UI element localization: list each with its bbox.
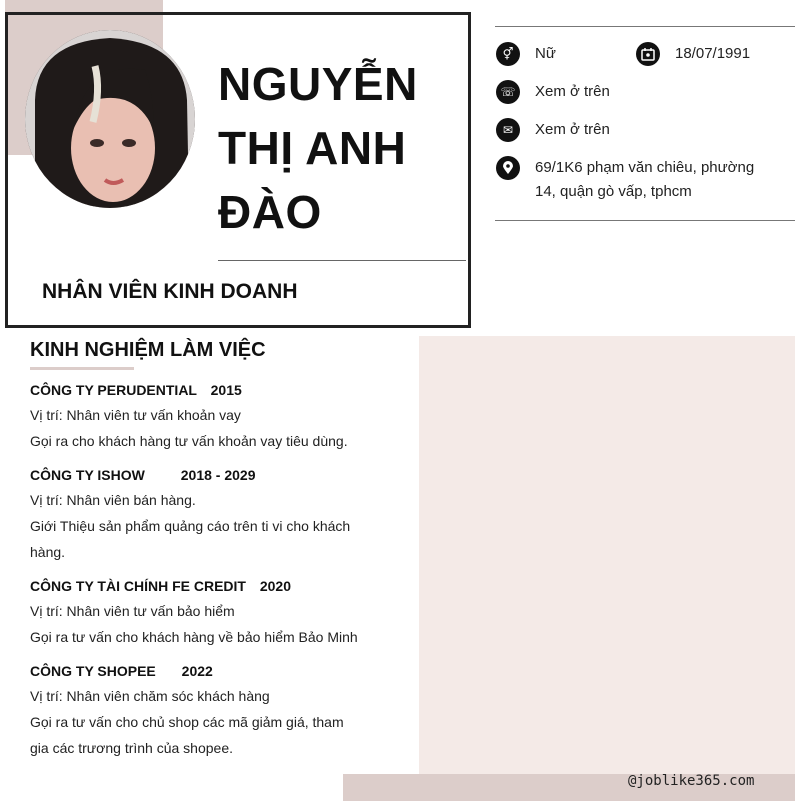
name-line: THỊ ANH (218, 122, 407, 174)
calendar-icon (636, 42, 660, 66)
decorative-panel (419, 336, 795, 774)
job-years: 2015 (210, 382, 242, 398)
job-position: Vị trí: Nhân viên bán hàng. (30, 492, 196, 508)
address-line: 14, quận gò vấp, tphcm (535, 183, 692, 200)
birthdate-value: 18/07/1991 (675, 45, 751, 62)
avatar-photo (25, 30, 195, 208)
avatar (25, 30, 195, 208)
gender-value: Nữ (535, 45, 556, 62)
company-name: CÔNG TY ISHOW (30, 467, 145, 483)
name-line: NGUYỄN (218, 58, 418, 110)
company-name: CÔNG TY TÀI CHÍNH FE CREDIT (30, 578, 246, 594)
location-icon (496, 156, 520, 180)
job-position: Vị trí: Nhân viên tư vấn bảo hiểm (30, 603, 235, 619)
divider (495, 26, 795, 27)
job-description: Giới Thiệu sản phẩm quảng cáo trên ti vi cho khách (30, 518, 351, 534)
job-description: Gọi ra tư vấn cho khách hàng về bảo hiểm Bảo Minh (30, 629, 358, 645)
phone-value: Xem ở trên (535, 83, 610, 100)
email-icon: ✉ (496, 118, 520, 142)
address-line: 69/1K6 phạm văn chiêu, phường (535, 159, 755, 176)
email-value: Xem ở trên (535, 121, 610, 138)
job-description: Gọi ra cho khách hàng tư vấn khoản vay tiêu dùng. (30, 433, 348, 449)
job-description: gia các trương trình của shopee. (30, 740, 233, 756)
section-heading: KINH NGHIỆM LÀM VIỆC (30, 339, 266, 361)
divider (218, 260, 466, 261)
job-years: 2018 - 2029 (180, 467, 256, 483)
job-description: Gọi ra tư vấn cho chủ shop các mã giảm giá, tham (30, 714, 344, 730)
job-description: hàng. (30, 544, 66, 560)
phone-icon: ☏ (496, 80, 520, 104)
full-name (218, 52, 458, 244)
name-line: ĐÀO (218, 186, 322, 238)
company-name: CÔNG TY PERUDENTIAL (30, 382, 197, 398)
job-company-line (30, 663, 213, 679)
heading-underline (30, 367, 134, 370)
job-company-line (30, 578, 291, 594)
job-position: Vị trí: Nhân viên chăm sóc khách hàng (30, 688, 270, 704)
job-years: 2020 (259, 578, 292, 594)
job-title: NHÂN VIÊN KINH DOANH (42, 280, 298, 303)
address-value (535, 156, 785, 204)
job-years: 2022 (181, 663, 213, 679)
gender-icon: ⚥ (496, 42, 520, 66)
company-name: CÔNG TY SHOPEE (30, 663, 156, 679)
job-company-line (30, 382, 242, 398)
divider (495, 220, 795, 221)
job-position: Vị trí: Nhân viên tư vấn khoản vay (30, 407, 241, 423)
watermark: @joblike365.com (628, 773, 755, 789)
job-company-line (30, 467, 255, 483)
